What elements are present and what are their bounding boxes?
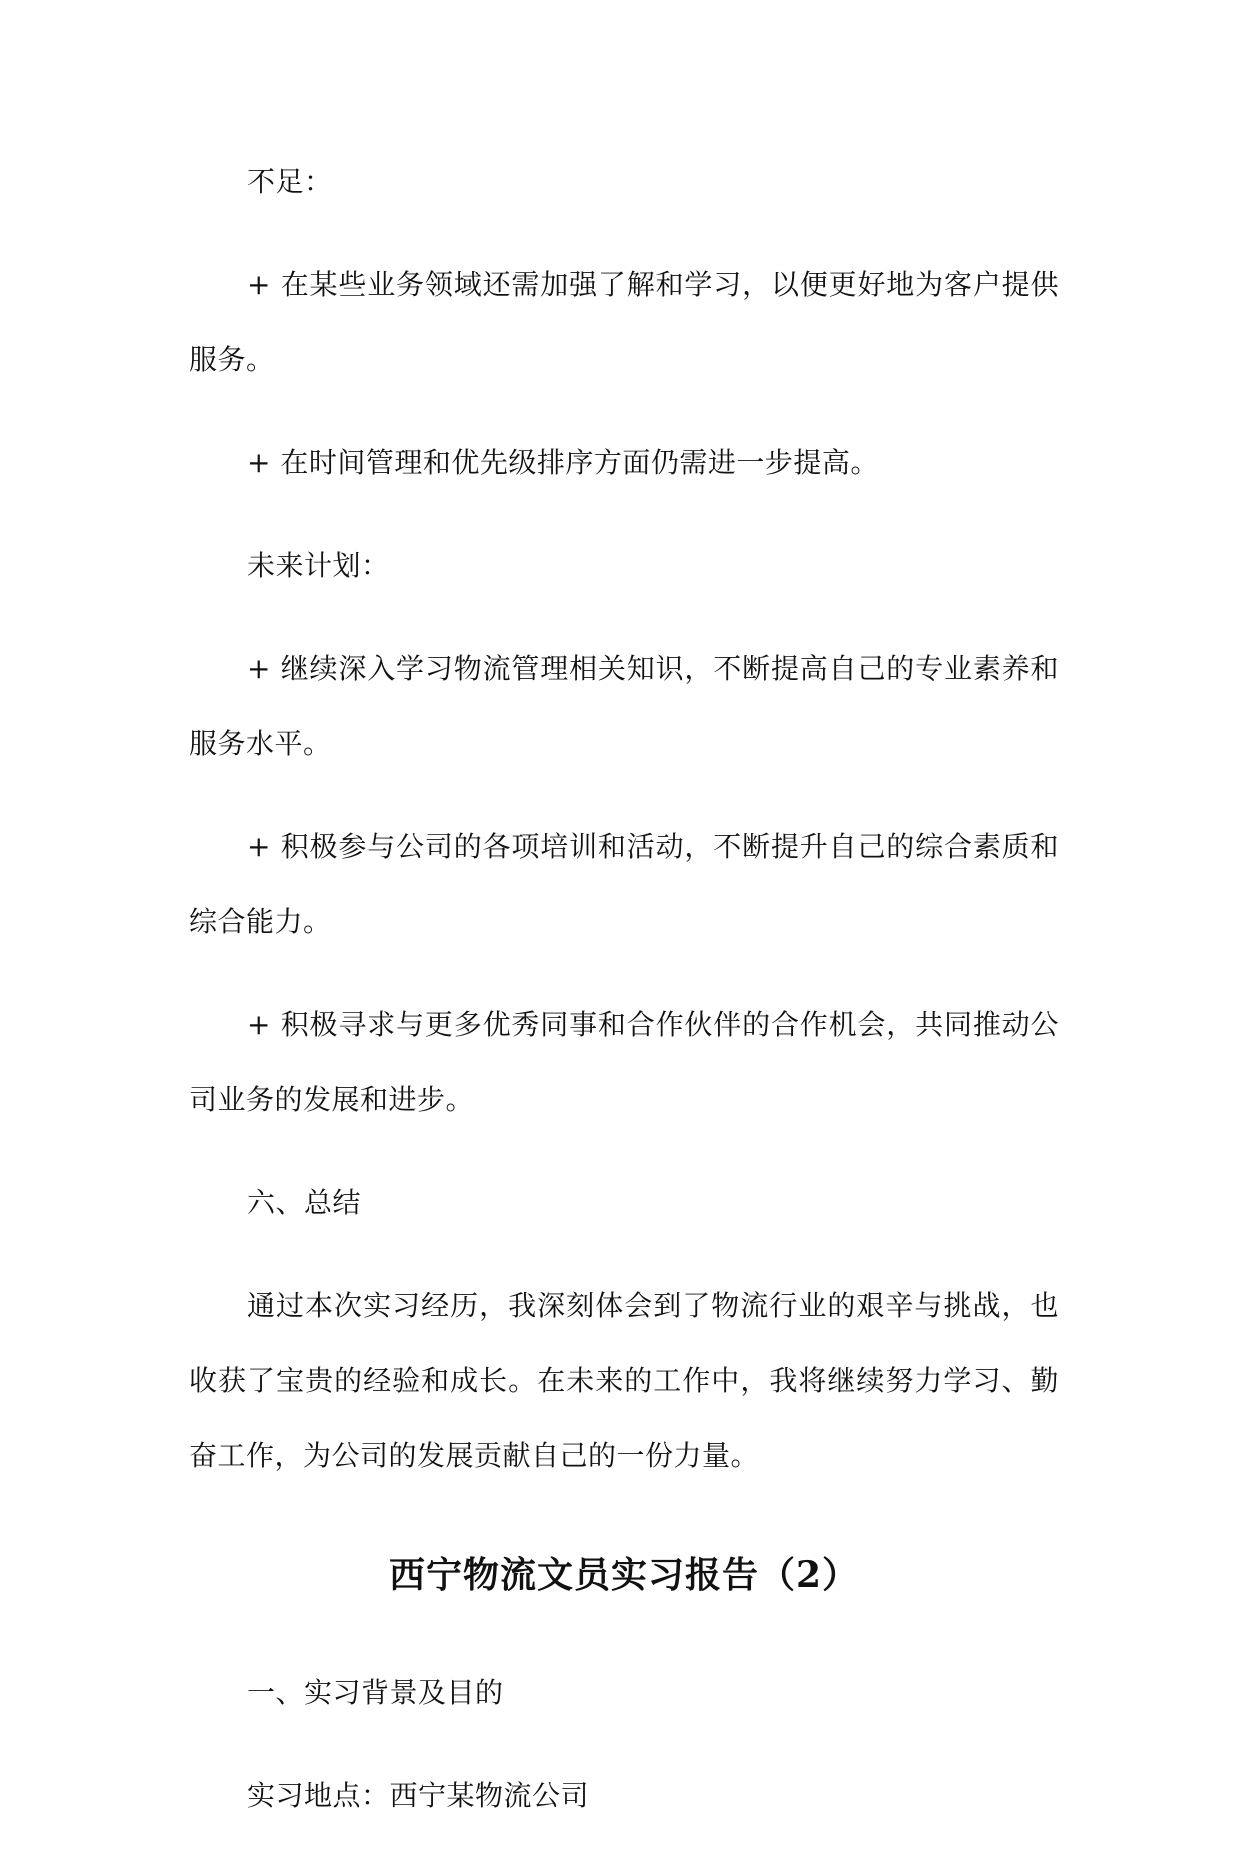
paragraph-future-plan-3: + 积极寻求与更多优秀同事和合作伙伴的合作机会，共同推动公司业务的发展和进步。 — [189, 1008, 1059, 1116]
paragraph-summary-heading: 六、总结 — [247, 1186, 362, 1219]
paragraph-shortcoming-2: + 在时间管理和优先级排序方面仍需进一步提高。 — [247, 446, 879, 479]
paragraph-shortcoming-1: + 在某些业务领域还需加强了解和学习，以便更好地为客户提供服务。 — [189, 268, 1059, 376]
paragraph-future-plan-heading: 未来计划： — [247, 549, 390, 582]
paragraph-internship-location: 实习地点：西宁某物流公司 — [247, 1779, 590, 1812]
paragraph-future-plan-1: + 继续深入学习物流管理相关知识，不断提高自己的专业素养和服务水平。 — [189, 652, 1059, 760]
section-title: 西宁物流文员实习报告（2） — [388, 1554, 860, 1596]
document-body — [189, 144, 1059, 1861]
paragraph-future-plan-2: + 积极参与公司的各项培训和活动，不断提升自己的综合素质和综合能力。 — [189, 830, 1059, 938]
paragraph-background-heading: 一、实习背景及目的 — [247, 1676, 504, 1709]
paragraph-shortcomings-heading: 不足： — [247, 165, 333, 198]
paragraph-summary-body: 通过本次实习经历，我深刻体会到了物流行业的艰辛与挑战，也收获了宝贵的经验和成长。在未来的工作中，我将继续努力学习、勤奋工作，为公司的发展贡献自己的一份力量。 — [189, 1289, 1059, 1472]
